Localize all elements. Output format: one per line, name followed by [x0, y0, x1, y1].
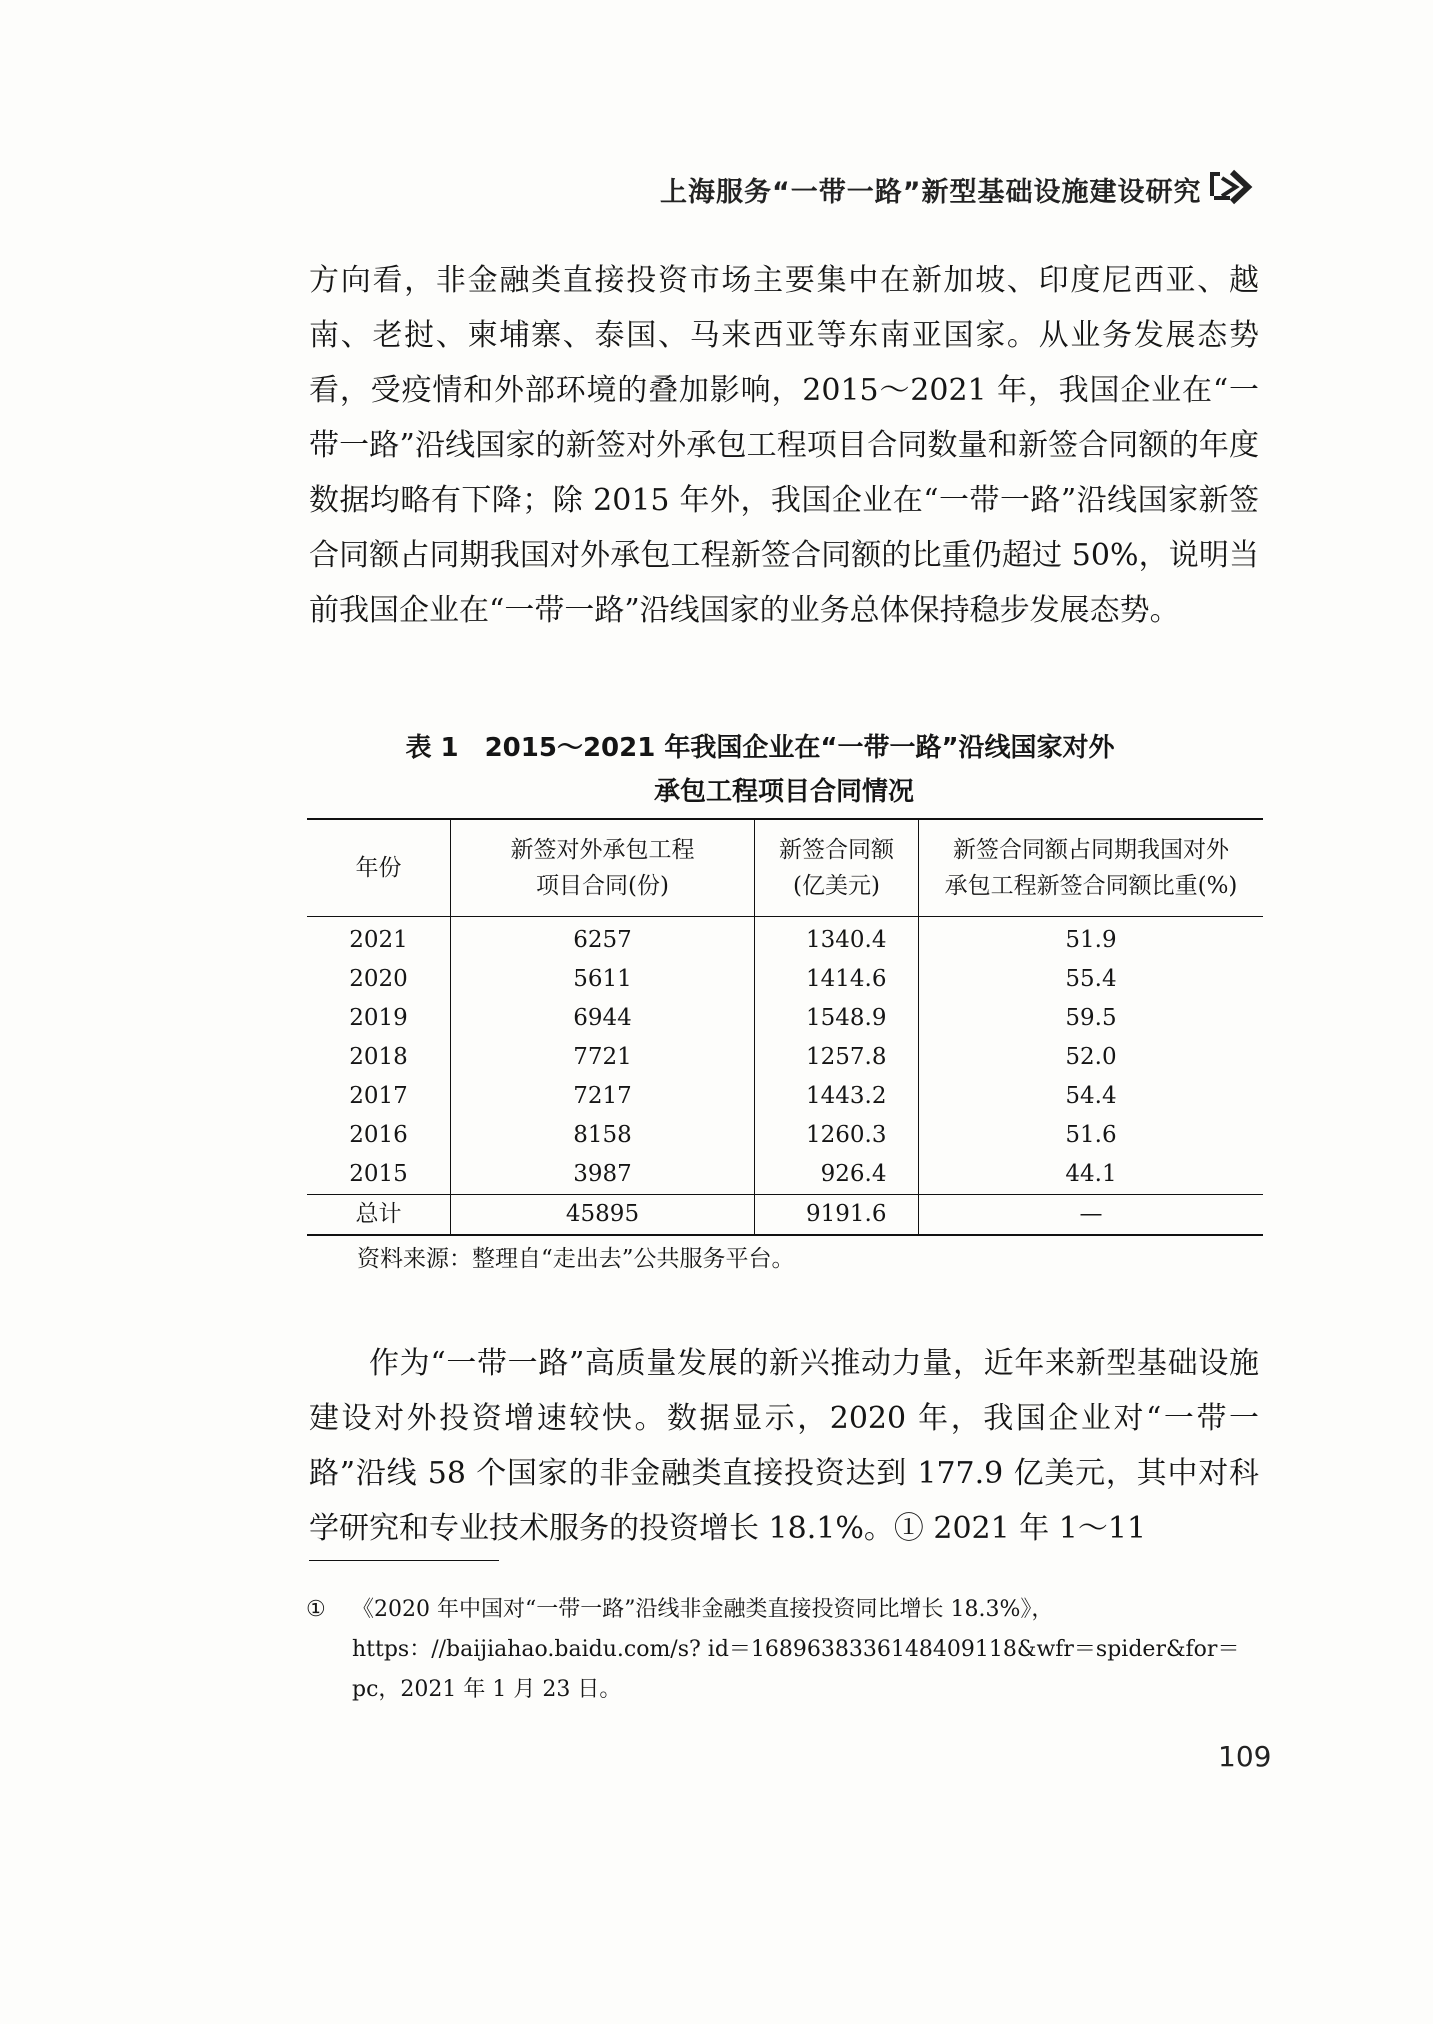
cell-year: 2021 — [349, 927, 408, 953]
cell-share: 55.4 — [919, 960, 1264, 999]
book-logo-icon — [1208, 166, 1258, 208]
amount-value: 1414.6 — [806, 966, 887, 992]
cell-share: 52.0 — [919, 1038, 1264, 1077]
cell-total-amount — [755, 1195, 919, 1236]
table-row — [307, 1116, 1263, 1155]
header-amount-line2: (亿美元) — [793, 873, 880, 899]
running-header: 上海服务“一带一路”新型基础设施建设研究 — [660, 177, 1202, 208]
cell-amount — [755, 960, 919, 999]
table-row — [307, 1155, 1263, 1195]
cell-amount — [755, 1038, 919, 1077]
cell-year: 2015 — [349, 1161, 408, 1187]
cell-contracts: 6944 — [451, 999, 755, 1038]
amount-value: 1443.2 — [806, 1083, 887, 1109]
amount-value: 1548.9 — [806, 1005, 887, 1031]
cell-total-contracts: 45895 — [451, 1195, 755, 1236]
table-total-row — [307, 1195, 1263, 1236]
cell-share: 59.5 — [919, 999, 1264, 1038]
table-row — [307, 1038, 1263, 1077]
cell-total-share: — — [919, 1195, 1264, 1236]
amount-value: 926.4 — [820, 1161, 887, 1187]
table-row — [307, 917, 1263, 961]
cell-amount — [755, 1077, 919, 1116]
amount-value: 1340.4 — [806, 927, 887, 953]
cell-contracts: 3987 — [451, 1155, 755, 1195]
cell-share: 54.4 — [919, 1077, 1264, 1116]
cell-year: 2020 — [349, 966, 408, 992]
cell-amount — [755, 1116, 919, 1155]
table-caption-line-2: 承包工程项目合同情况 — [653, 777, 914, 807]
body-paragraph-2: 作为“一带一路”高质量发展的新兴推动力量，近年来新型基础设施建设对外投资增速较快。数据显示，2020 年，我国企业对“一带一路”沿线 58 个国家的非金融类直接投资达到 177.9 亿美元，其中对科学研究和专业技术服务的投资增长 18.1%。① 2021 年 1～11 — [309, 1346, 1259, 1546]
footnote-text: 《2020 年中国对“一带一路”沿线非金融类直接投资同比增长 18.3%》，https：//baijiahao.baidu.com/s? id＝1689638336148409118&wfr＝spider&for＝pc，2021 年 1 月 23 日。 — [352, 1597, 1240, 1702]
cell-share: 51.6 — [919, 1116, 1264, 1155]
cell-contracts: 8158 — [451, 1116, 755, 1155]
header-share-line2: 承包工程新签合同额比重(%) — [944, 873, 1238, 899]
contracts-table — [307, 818, 1263, 1236]
cell-year: 2018 — [349, 1044, 408, 1070]
amount-value: 1257.8 — [806, 1044, 887, 1070]
amount-value: 1260.3 — [806, 1122, 887, 1148]
header-contracts — [451, 819, 755, 917]
header-contracts-line2: 项目合同(份) — [536, 873, 669, 899]
footnote — [306, 1590, 1262, 1710]
cell-contracts: 7217 — [451, 1077, 755, 1116]
header-share — [919, 819, 1264, 917]
cell-year: 2016 — [349, 1122, 408, 1148]
header-amount-line1: 新签合同额 — [779, 837, 894, 863]
cell-share: 51.9 — [919, 917, 1264, 961]
cell-share: 44.1 — [919, 1155, 1264, 1195]
cell-contracts: 5611 — [451, 960, 755, 999]
footnote-mark: ① — [306, 1597, 326, 1622]
cell-contracts: 7721 — [451, 1038, 755, 1077]
cell-year: 2017 — [349, 1083, 408, 1109]
header-share-line1: 新签合同额占同期我国对外 — [953, 837, 1229, 863]
table-header-row — [307, 819, 1263, 917]
header-amount — [755, 819, 919, 917]
table-row — [307, 1077, 1263, 1116]
cell-amount — [755, 917, 919, 961]
cell-total-label: 总计 — [307, 1195, 451, 1236]
cell-amount — [755, 1155, 919, 1195]
page-number: 109 — [1218, 1740, 1272, 1773]
body-paragraph-1: 方向看，非金融类直接投资市场主要集中在新加坡、印度尼西亚、越南、老挝、柬埔寨、泰国、马来西亚等东南亚国家。从业务发展态势看，受疫情和外部环境的叠加影响，2015～2021 年，我国企业在“一带一路”沿线国家的新签对外承包工程项目合同数量和新签合同额的年度数据均略有下降；除 2015 年外，我国企业在“一带一路”沿线国家新签合同额占同期我国对外承包工程新签合同额的比重仍超过 50%，说明当前我国企业在“一带一路”沿线国家的业务总体保持稳步发展态势。 — [309, 263, 1259, 628]
table-row — [307, 960, 1263, 999]
footnote-divider — [309, 1560, 499, 1561]
table-row — [307, 999, 1263, 1038]
header-year: 年份 — [307, 819, 451, 917]
table-source-note: 资料来源：整理自“走出去”公共服务平台。 — [357, 1246, 795, 1272]
table-caption-line-1: 表 1 2015～2021 年我国企业在“一带一路”沿线国家对外 — [405, 733, 1115, 763]
total-amount-value: 9191.6 — [806, 1201, 887, 1227]
cell-contracts: 6257 — [451, 917, 755, 961]
header-contracts-line1: 新签对外承包工程 — [510, 837, 695, 863]
cell-amount — [755, 999, 919, 1038]
cell-year: 2019 — [349, 1005, 408, 1031]
